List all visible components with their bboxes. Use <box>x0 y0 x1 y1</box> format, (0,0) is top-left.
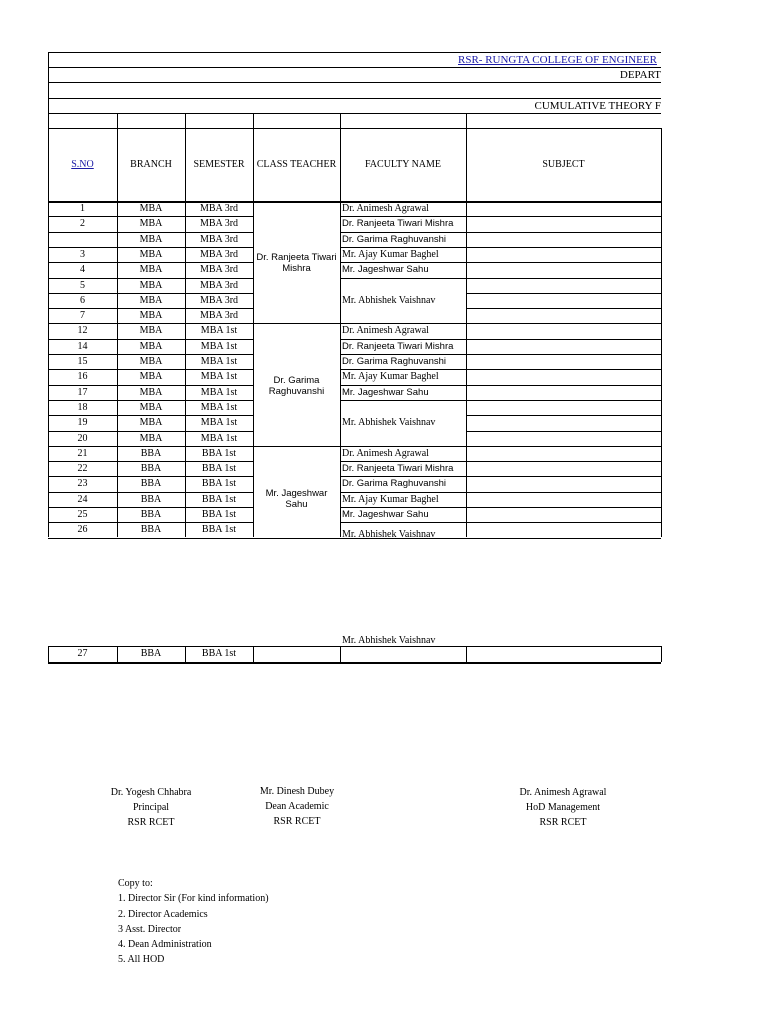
cell-branch: BBA <box>140 448 162 459</box>
signatory-name: Mr. Dinesh Dubey <box>259 786 335 797</box>
cell-semester: BBA 1st <box>201 463 237 474</box>
cell-sno: 5 <box>80 280 85 291</box>
cell-sno: 26 <box>77 524 88 535</box>
cell-semester: MBA 1st <box>200 402 238 413</box>
cell-sno: 14 <box>77 341 88 352</box>
table-column-border <box>253 646 254 662</box>
cell-faculty-name: Dr. Ranjeeta Tiwari Mishra <box>342 341 454 352</box>
cell-branch: MBA <box>139 387 163 398</box>
cell-sno: 20 <box>77 433 88 444</box>
table-column-border <box>253 113 254 537</box>
table-column-border <box>661 128 662 537</box>
cell-semester: MBA 3rd <box>199 295 239 306</box>
copy-to-item: 1. Director Sir (For kind information) <box>118 893 269 905</box>
table-column-border <box>466 113 467 537</box>
report-title: CUMULATIVE THEORY F <box>534 100 661 112</box>
cell-branch: MBA <box>139 417 163 428</box>
cell-branch: MBA <box>139 218 163 229</box>
cell-sno: 22 <box>77 463 88 474</box>
faculty-row-border <box>340 522 466 523</box>
cell-branch: MBA <box>139 433 163 444</box>
cell-semester: MBA 1st <box>200 325 238 336</box>
table-row-border <box>48 538 253 539</box>
cell-semester: BBA 1st <box>201 509 237 520</box>
table-row-border <box>466 415 661 416</box>
table-row-border <box>466 216 661 217</box>
table-row-border <box>466 476 661 477</box>
cell-sno: 2 <box>80 218 85 229</box>
table-row-border <box>466 247 661 248</box>
cell-semester: MBA 1st <box>200 356 238 367</box>
cell-faculty-name: Dr. Garima Raghuvanshi <box>342 234 447 245</box>
cell-sno: 27 <box>77 648 88 659</box>
col-header-faculty-name: FACULTY NAME <box>364 159 442 170</box>
cell-branch: BBA <box>140 494 162 505</box>
cell-faculty-name: Mr. Abhishek Vaishnav <box>342 635 436 646</box>
table-column-border <box>340 646 341 662</box>
table-column-border <box>466 646 467 662</box>
table-row-border <box>466 369 661 370</box>
cell-sno: 4 <box>80 264 85 275</box>
table-bottom-border <box>48 662 661 664</box>
cell-faculty-name: Dr. Ranjeeta Tiwari Mishra <box>342 463 454 474</box>
signatory-org: RSR RCET <box>273 816 321 827</box>
table-row-border <box>466 293 661 294</box>
cell-branch: BBA <box>140 509 162 520</box>
copy-to-item: 5. All HOD <box>118 954 165 966</box>
cell-semester: MBA 1st <box>200 387 238 398</box>
cell-branch: BBA <box>140 648 162 659</box>
signatory-dean <box>246 784 348 829</box>
table-row-border <box>466 461 661 462</box>
table-row-border <box>466 538 661 539</box>
cell-semester: BBA 1st <box>201 648 237 659</box>
signatory-title: HoD Management <box>525 802 601 813</box>
signatory-hod <box>496 785 630 830</box>
cell-branch: MBA <box>139 356 163 367</box>
signatory-title: Dean Academic <box>265 801 329 812</box>
signatory-org: RSR RCET <box>127 817 175 828</box>
col-header-subject: SUBJECT <box>542 159 585 170</box>
cell-semester: MBA 3rd <box>199 234 239 245</box>
col-header-sno[interactable]: S.NO <box>71 159 94 170</box>
college-name-link[interactable]: RSR- RUNGTA COLLEGE OF ENGINEER <box>458 54 657 66</box>
table-row-border <box>466 431 661 432</box>
cell-semester: BBA 1st <box>201 494 237 505</box>
cell-branch: MBA <box>139 264 163 275</box>
cell-class-teacher: Dr. Ranjeeta Tiwari Mishra <box>256 252 337 274</box>
cell-faculty-name: Mr. Jageshwar Sahu <box>342 387 429 398</box>
table-row-border <box>466 446 661 447</box>
cell-branch: MBA <box>139 234 163 245</box>
cell-semester: MBA 1st <box>200 433 238 444</box>
cell-semester: MBA 1st <box>200 417 238 428</box>
signatory-name: Dr. Animesh Agrawal <box>519 787 607 798</box>
cell-faculty-name: Dr. Animesh Agrawal <box>342 448 429 459</box>
table-column-border <box>661 646 662 662</box>
cell-sno: 15 <box>77 356 88 367</box>
cell-branch: MBA <box>139 371 163 382</box>
table-header-border <box>48 128 661 129</box>
cell-faculty-name: Dr. Animesh Agrawal <box>342 203 429 214</box>
cell-semester: MBA 1st <box>200 371 238 382</box>
table-row-border <box>466 354 661 355</box>
cell-semester: BBA 1st <box>201 448 237 459</box>
cell-semester: BBA 1st <box>201 478 237 489</box>
cell-faculty-name: Dr. Ranjeeta Tiwari Mishra <box>342 218 454 229</box>
table-row-border <box>466 262 661 263</box>
cell-branch: BBA <box>140 478 162 489</box>
table-row-border <box>466 522 661 523</box>
cell-sno: 12 <box>77 325 88 336</box>
cell-branch: MBA <box>139 325 163 336</box>
cell-faculty-name: Dr. Garima Raghuvanshi <box>342 478 447 489</box>
cell-branch: MBA <box>139 341 163 352</box>
cell-class-teacher: Mr. Jageshwar Sahu <box>265 488 328 510</box>
copy-to-item: 4. Dean Administration <box>118 939 212 951</box>
cell-faculty-name: Mr. Ajay Kumar Baghel <box>342 494 439 505</box>
cell-sno: 17 <box>77 387 88 398</box>
cell-semester: MBA 3rd <box>199 249 239 260</box>
cell-branch: MBA <box>139 402 163 413</box>
signatory-principal <box>100 785 202 830</box>
cell-semester: MBA 3rd <box>199 280 239 291</box>
table-row-border <box>466 339 661 340</box>
cell-faculty-name: Dr. Animesh Agrawal <box>342 325 429 336</box>
cell-branch: BBA <box>140 524 162 535</box>
cell-branch: BBA <box>140 463 162 474</box>
signatory-name: Dr. Yogesh Chhabra <box>110 787 192 798</box>
cell-branch: MBA <box>139 203 163 214</box>
cell-sno: 1 <box>80 203 85 214</box>
table-column-border <box>340 113 341 537</box>
table-row-border <box>466 385 661 386</box>
cell-sno: 18 <box>77 402 88 413</box>
cell-sno: 16 <box>77 371 88 382</box>
cell-branch: MBA <box>139 249 163 260</box>
cell-class-teacher: Dr. Garima Raghuvanshi <box>268 375 325 397</box>
cell-semester: MBA 3rd <box>199 218 239 229</box>
cell-semester: MBA 3rd <box>199 310 239 321</box>
cell-faculty-name: Mr. Abhishek Vaishnav <box>342 417 436 428</box>
signatory-org: RSR RCET <box>539 817 587 828</box>
cell-sno: 21 <box>77 448 88 459</box>
cell-faculty-name: Mr. Ajay Kumar Baghel <box>342 249 439 260</box>
cell-sno: 25 <box>77 509 88 520</box>
clipped-faculty-top <box>342 529 464 540</box>
table-row-border <box>466 492 661 493</box>
table-row-border <box>466 308 661 309</box>
table-row-border <box>466 278 661 279</box>
faculty-row-border <box>340 278 466 279</box>
cell-faculty-name: Dr. Garima Raghuvanshi <box>342 356 447 367</box>
cell-branch: MBA <box>139 295 163 306</box>
cell-semester: MBA 3rd <box>199 264 239 275</box>
cell-branch: MBA <box>139 310 163 321</box>
cell-sno: 19 <box>77 417 88 428</box>
clipped-faculty-bottom <box>342 635 464 647</box>
faculty-row-border <box>340 400 466 401</box>
cell-sno: 7 <box>80 310 85 321</box>
cell-sno: 24 <box>77 494 88 505</box>
table-row-border <box>466 507 661 508</box>
cell-sno: 6 <box>80 295 85 306</box>
col-header-branch: BRANCH <box>130 159 172 170</box>
table-row-border <box>466 400 661 401</box>
col-header-semester: SEMESTER <box>193 159 245 170</box>
department-title: DEPART <box>619 69 661 81</box>
col-header-class-teacher: CLASS TEACHER <box>256 159 337 170</box>
cell-sno: 3 <box>80 249 85 260</box>
copy-to-list <box>118 876 269 968</box>
table-row-border <box>466 232 661 233</box>
copy-to-item: 2. Director Academics <box>118 908 208 920</box>
cell-faculty-name: Mr. Abhishek Vaishnav <box>342 295 436 306</box>
page-break-cover <box>253 646 466 662</box>
copy-to-heading: Copy to: <box>118 878 153 889</box>
cell-faculty-name: Mr. Ajay Kumar Baghel <box>342 371 439 382</box>
cell-sno: 23 <box>77 478 88 489</box>
cell-semester: MBA 3rd <box>199 203 239 214</box>
table-row-border <box>466 323 661 324</box>
cell-sno <box>48 232 117 247</box>
signatory-title: Principal <box>132 802 170 813</box>
copy-to-item: 3 Asst. Director <box>118 923 182 935</box>
cell-faculty-name: Mr. Jageshwar Sahu <box>342 264 429 275</box>
cell-semester: MBA 1st <box>200 341 238 352</box>
cell-branch: MBA <box>139 280 163 291</box>
cell-semester: BBA 1st <box>201 524 237 535</box>
cell-faculty-name: Mr. Abhishek Vaishnav <box>342 529 436 540</box>
cell-faculty-name: Mr. Jageshwar Sahu <box>342 509 429 520</box>
